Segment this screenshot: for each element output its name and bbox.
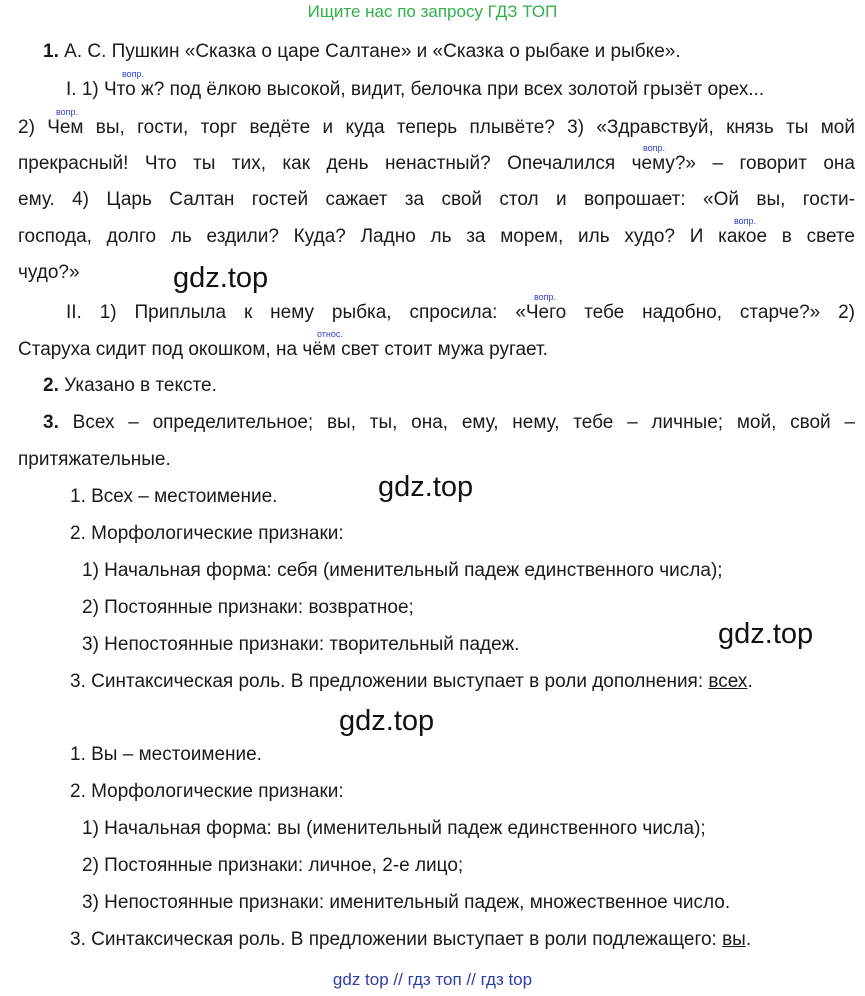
analysis-a-item3 [70,670,753,694]
watermark: gdz.top [173,262,269,294]
task1-part2-line2: Старуха сидит под окошком, на чём свет стоит мужа ругает. [18,339,548,360]
analysis-a-item1: 1. Всех – местоимение. [70,486,278,507]
analysis-b-role-word: вы [722,929,746,950]
analysis-a-role-end: . [747,671,753,692]
analysis-a-item2: 2. Морфологические признаки: [70,523,344,544]
analysis-b-item1: 1. Вы – местоимение. [70,744,262,765]
analysis-b-item2: 2. Морфологические признаки: [70,781,344,802]
task1-part1-line3: прекрасный! Что ты тих, как день ненастный? Опечалился чему?» – говорит она [18,153,855,174]
analysis-a-sub1: 1) Начальная форма: себя (именительный падеж единственного числа); [82,560,723,581]
tag-question: вопр. [643,143,666,153]
task1-part1-line4: ему. 4) Царь Салтан гостей сажает за свой стол и вопрошает: «Ой вы, гости- [18,189,855,210]
tag-question: вопр. [534,292,557,302]
watermark: gdz.top [339,705,435,737]
tag-question: вопр. [56,107,79,117]
task1-title: А. С. Пушкин «Сказка о царе Салтане» и «Сказка о рыбаке и рыбке». [64,41,681,62]
top-banner[interactable]: Ищите нас по запросу ГДЗ ТОП [307,2,558,21]
tag-relative: относ. [317,329,343,339]
task3-line1 [43,411,855,435]
analysis-b-sub3: 3) Непостоянные признаки: именительный падеж, множественное число. [82,892,731,913]
watermark: gdz.top [718,618,814,650]
task1-part2-line1: II. 1) Приплыла к нему рыбка, спросила: «Чего тебе надобно, старче?» 2) [66,302,855,323]
tag-question: вопр. [122,69,145,79]
analysis-b-sub2: 2) Постоянные признаки: личное, 2-е лицо; [82,855,464,876]
analysis-a-role-word: всех [708,671,748,692]
analysis-b-role-text: 3. Синтаксическая роль. В предложении выступает в роли подлежащего: [70,929,723,950]
task1-number: 1. [43,41,59,62]
task3-text: Всех – определительное; вы, ты, она, ему, нему, тебе – личные; мой, свой – [72,412,856,433]
bottom-banner[interactable]: gdz top // гдз топ // гдз top [332,970,533,989]
task2-text: Указано в тексте. [64,375,217,396]
task1-part1-line6: чудо?» [18,262,80,283]
watermark: gdz.top [378,471,474,503]
analysis-b-sub1: 1) Начальная форма: вы (именительный падеж единственного числа); [82,818,706,839]
analysis-b-item3 [70,928,751,952]
task1-part1-line2: 2) Чем вы, гости, торг ведёте и куда теперь плывёте? 3) «Здравствуй, князь ты мой [18,117,855,138]
analysis-b-role-end: . [745,929,752,950]
task1-part1-line5: господа, долго ль ездили? Куда? Ладно ль за морем, иль худо? И какое в свете [18,226,855,247]
task2-number: 2. [43,375,59,396]
task3-line2: притяжательные. [18,449,171,470]
task3-number: 3. [43,412,59,433]
analysis-a-sub3: 3) Непостоянные признаки: творительный падеж. [82,634,520,655]
task2 [43,374,217,398]
analysis-a-sub2: 2) Постоянные признаки: возвратное; [82,597,414,618]
task1-part1-line1: I. 1) Что ж? под ёлкою высокой, видит, белочка при всех золотой грызёт орех... [66,79,765,100]
task1-heading [43,40,681,64]
analysis-a-role-text: 3. Синтаксическая роль. В предложении выступает в роли дополнения: [70,671,709,692]
tag-question: вопр. [734,216,757,226]
